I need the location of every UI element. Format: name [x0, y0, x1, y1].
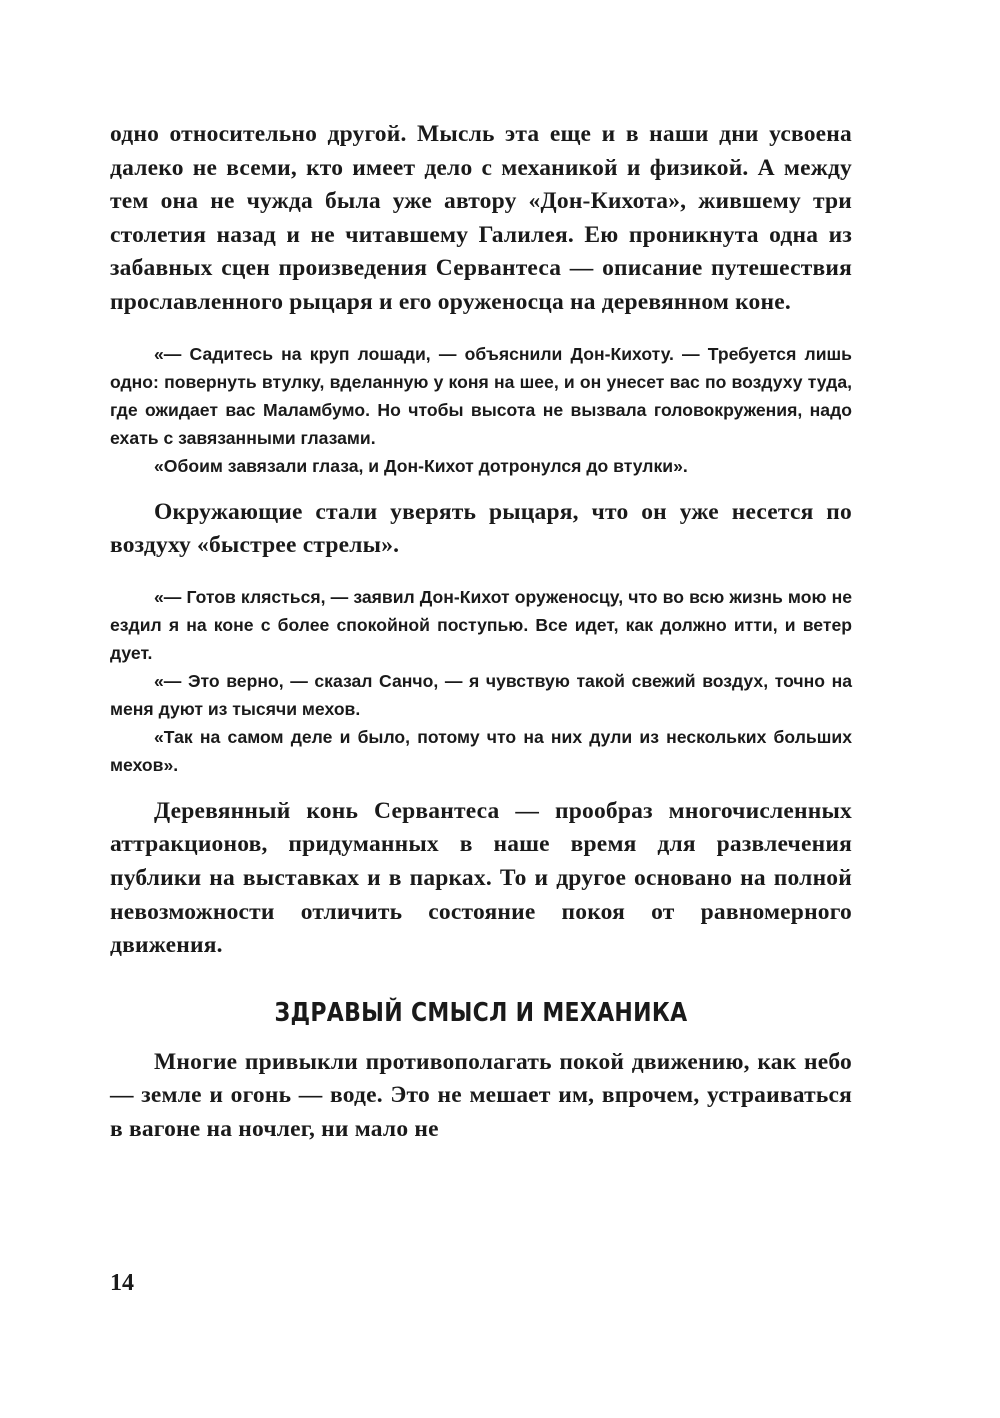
- section-heading: ЗДРАВЫЙ СМЫСЛ И МЕХАНИКА: [274, 998, 688, 1028]
- paragraph: Деревянный конь Сервантеса — прообраз многочисленных аттракционов, придуманных в наше время для развлечения публики на выставках и в парках. То и другое основано на полной невозможности отличить состояние покоя от равномерного движения.: [110, 797, 852, 959]
- paragraph: Окружающие стали уверять рыцаря, что он уже несется по воздуху «быстрее стрелы».: [110, 498, 852, 559]
- quote-line: «— Садитесь на круп лошади, — объяснили Дон-Кихоту. — Требуется лишь одно: повернуть втулку, вделанную у коня на шее, и он унесет вас по воздуху туда, где ожидает вас Маламбумо. Но чтобы высота не вызвала головокружения, надо ехать с завязанными глазами.: [110, 343, 852, 448]
- paragraph: Многие привыкли противополагать покой движению, как небо — земле и огонь — воде. Это не мешает им, впрочем, устраиваться в вагоне на ночлег, ни мало не: [110, 1048, 852, 1142]
- quote-line: «— Это верно, — сказал Санчо, — я чувствую такой свежий воздух, точно на меня дуют из тысячи мехов.: [110, 670, 852, 719]
- quote-line: «Обоим завязали глаза, и Дон-Кихот дотронулся до втулки».: [154, 455, 688, 476]
- quote-block-2: [110, 583, 852, 779]
- page-body: [110, 118, 852, 1147]
- quote-line: «— Готов клясться, — заявил Дон-Кихот оруженосцу, что во всю жизнь мою не ездил я на коне с более спокойной поступью. Все идет, как должно итти, и ветер дует.: [110, 586, 852, 663]
- quote-line: «Так на самом деле и было, потому что на них дули из нескольких больших мехов».: [110, 726, 852, 775]
- paragraph-continuation: одно относительно другой. Мысль эта еще и в наши дни усвоена далеко не всеми, кто имеет дело с механикой и физикой. А между тем она не чужда была уже автору «Дон-Кихота», жившему три столетия назад и не читавшему Галилея. Ею проникнута одна из забавных сцен произведения Сервантеса — описание путешествия прославленного рыцаря и его оруженосца на деревянном коне.: [110, 121, 852, 315]
- quote-block-1: [110, 340, 852, 480]
- page-number: 14: [110, 1270, 134, 1296]
